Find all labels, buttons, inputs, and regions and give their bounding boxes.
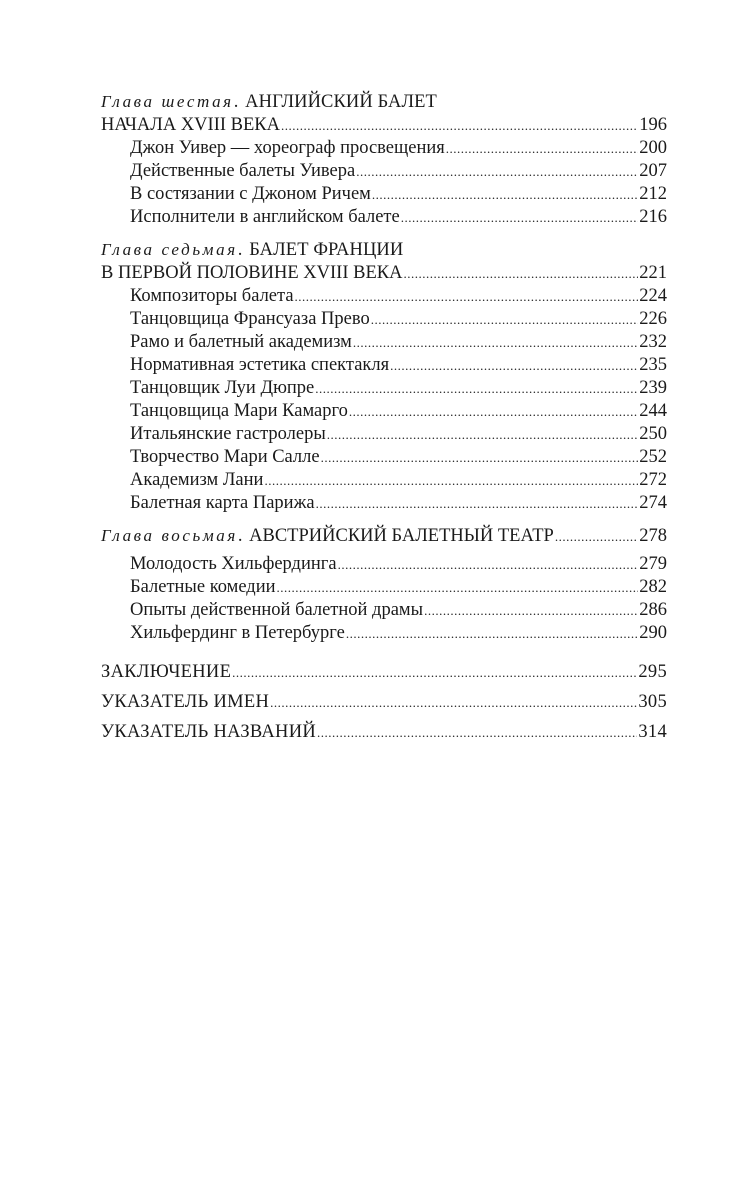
section-title: Танцовщик Луи Дюпре <box>130 378 315 398</box>
spacer <box>101 229 667 238</box>
section-title: Исполнители в английском балете <box>130 207 400 227</box>
section-row[interactable] <box>101 446 667 469</box>
section-row[interactable] <box>101 183 667 206</box>
chapter-title: АВСТРИЙСКИЙ БАЛЕТНЫЙ ТЕАТР <box>249 526 554 546</box>
back-matter-row[interactable] <box>101 657 667 687</box>
section-title: Опыты действенной балетной драмы <box>130 600 424 620</box>
dot-leader <box>270 688 637 718</box>
chapter-label: Глава восьмая <box>101 526 238 545</box>
chapter-heading-row[interactable] <box>101 524 667 547</box>
chapter-separator: . <box>237 526 243 546</box>
page-number: 282 <box>639 577 667 597</box>
section-row[interactable] <box>101 331 667 354</box>
page-number: 196 <box>639 115 667 135</box>
section-title: Молодость Хильфердинга <box>130 554 337 574</box>
page-number: 279 <box>639 554 667 574</box>
chapter-title-cont: НАЧАЛА XVIII ВЕКА <box>101 115 280 135</box>
chapter-separator: . <box>233 92 239 112</box>
dot-leader <box>232 658 637 688</box>
section-row[interactable] <box>101 576 667 599</box>
section-title: Балетные комедии <box>130 577 276 597</box>
page-number: 232 <box>639 332 667 352</box>
dot-leader <box>353 331 638 354</box>
chapter-7 <box>101 238 667 515</box>
section-row[interactable] <box>101 354 667 377</box>
dot-leader <box>390 354 638 377</box>
page-number: 221 <box>639 263 667 283</box>
dot-leader <box>371 308 639 331</box>
section-row[interactable] <box>101 308 667 331</box>
page-number: 290 <box>639 623 667 643</box>
page-number: 252 <box>639 447 667 467</box>
dot-leader <box>338 553 639 576</box>
dot-leader <box>446 137 638 160</box>
chapter-title-cont: В ПЕРВОЙ ПОЛОВИНЕ XVIII ВЕКА <box>101 263 403 283</box>
section-row[interactable] <box>101 285 667 308</box>
section-row[interactable] <box>101 553 667 576</box>
chapter-title: БАЛЕТ ФРАНЦИИ <box>249 240 404 260</box>
table-of-contents <box>101 90 667 747</box>
chapter-heading <box>101 524 554 548</box>
section-row[interactable] <box>101 377 667 400</box>
chapter-separator: . <box>237 240 243 260</box>
chapter-title-row[interactable] <box>101 114 667 137</box>
dot-leader <box>281 114 638 137</box>
dot-leader <box>264 469 638 492</box>
chapter-title-row[interactable] <box>101 262 667 285</box>
page-number: 274 <box>639 493 667 513</box>
section-title: Итальянские гастролеры <box>130 424 326 444</box>
section-title: Хильфердинг в Петербурге <box>130 623 345 643</box>
back-matter-row[interactable] <box>101 717 667 747</box>
chapter-label: Глава седьмая <box>101 240 238 259</box>
page-number: 278 <box>639 526 667 546</box>
back-matter-title: УКАЗАТЕЛЬ НАЗВАНИЙ <box>101 722 317 742</box>
section-title: Танцовщица Мари Камарго <box>130 401 348 421</box>
dot-leader <box>316 492 639 515</box>
back-matter-title: ЗАКЛЮЧЕНИЕ <box>101 662 232 682</box>
dot-leader <box>356 160 638 183</box>
dot-leader <box>372 183 638 206</box>
section-row[interactable] <box>101 400 667 423</box>
dot-leader <box>403 262 638 285</box>
chapter-heading <box>101 238 667 262</box>
page-number: 295 <box>638 662 667 682</box>
page-number: 212 <box>639 184 667 204</box>
page-number: 200 <box>639 138 667 158</box>
section-row[interactable] <box>101 492 667 515</box>
section-title: Творчество Мари Салле <box>130 447 320 467</box>
page-number: 286 <box>639 600 667 620</box>
page-number: 272 <box>639 470 667 490</box>
page-number: 239 <box>639 378 667 398</box>
back-matter-title: УКАЗАТЕЛЬ ИМЕН <box>101 692 270 712</box>
dot-leader <box>317 718 637 748</box>
page-number: 244 <box>639 401 667 421</box>
page-number: 314 <box>638 722 667 742</box>
chapter-8 <box>101 524 667 645</box>
dot-leader <box>295 285 639 308</box>
chapter-title: АНГЛИЙСКИЙ БАЛЕТ <box>245 92 437 112</box>
section-row[interactable] <box>101 622 667 645</box>
chapter-label: Глава шестая <box>101 92 234 111</box>
section-title: Нормативная эстетика спектакля <box>130 355 390 375</box>
section-title: Джон Уивер — хореограф просвещения <box>130 138 445 158</box>
dot-leader <box>555 525 638 548</box>
dot-leader <box>424 599 638 622</box>
section-row[interactable] <box>101 469 667 492</box>
page-number: 235 <box>639 355 667 375</box>
dot-leader <box>321 446 639 469</box>
page-number: 305 <box>638 692 667 712</box>
back-matter-row[interactable] <box>101 687 667 717</box>
section-title: Танцовщица Франсуаза Прево <box>130 309 370 329</box>
chapter-6 <box>101 90 667 229</box>
dot-leader <box>327 423 638 446</box>
section-row[interactable] <box>101 137 667 160</box>
section-row[interactable] <box>101 206 667 229</box>
section-title: В состязании с Джоном Ричем <box>130 184 371 204</box>
section-title: Композиторы балета <box>130 286 294 306</box>
section-row[interactable] <box>101 599 667 622</box>
page-number: 216 <box>639 207 667 227</box>
section-title: Балетная карта Парижа <box>130 493 315 513</box>
section-row[interactable] <box>101 423 667 446</box>
dot-leader <box>401 206 639 229</box>
section-row[interactable] <box>101 160 667 183</box>
section-title: Рамо и балетный академизм <box>130 332 352 352</box>
dot-leader <box>315 377 638 400</box>
section-title: Академизм Лани <box>130 470 264 490</box>
spacer <box>101 645 667 657</box>
page-number: 226 <box>639 309 667 329</box>
dot-leader <box>277 576 639 599</box>
section-title: Действенные балеты Уивера <box>130 161 356 181</box>
spacer <box>101 515 667 524</box>
page-number: 207 <box>639 161 667 181</box>
chapter-heading <box>101 90 667 114</box>
page-number: 250 <box>639 424 667 444</box>
dot-leader <box>346 622 638 645</box>
page-number: 224 <box>639 286 667 306</box>
dot-leader <box>349 400 638 423</box>
